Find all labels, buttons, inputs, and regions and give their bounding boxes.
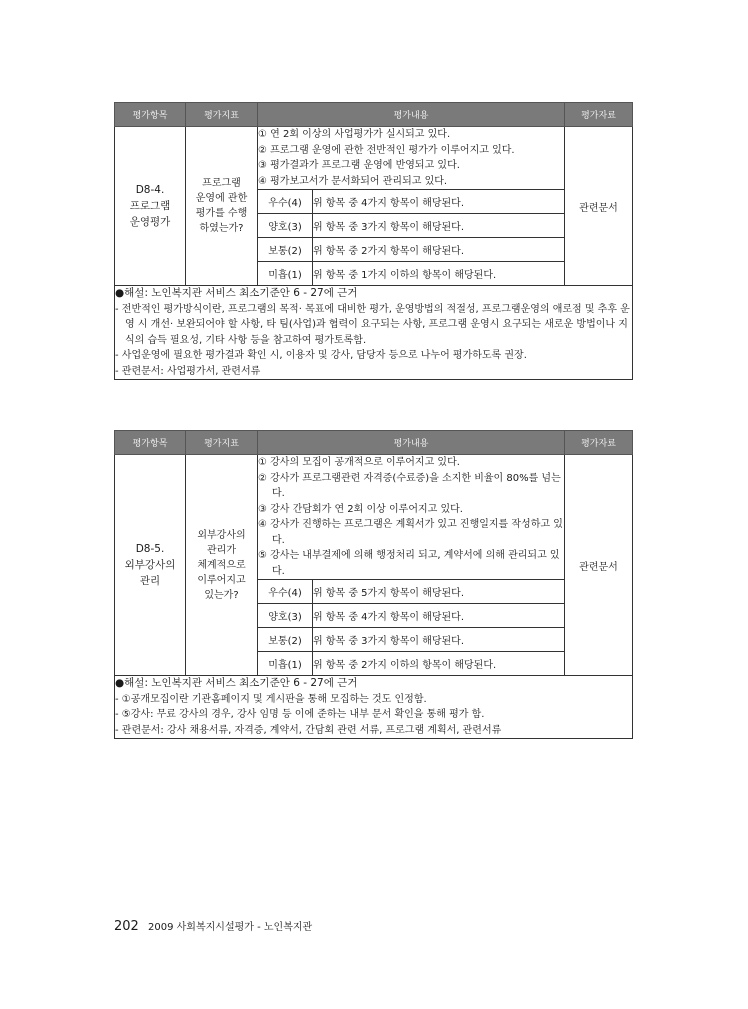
criteria-item: ⑤ 강사는 내부결제에 의해 행정처리 되고, 계약서에 의해 관리되고 있다. (258, 550, 560, 577)
indicator-line: 운영에 관한 (195, 193, 248, 204)
grade-text: 위 항목 중 5가지 항목이 해당된다. (313, 580, 565, 604)
note-line: - 전반적인 평가방식이란, 프로그램의 목적· 목표에 대비한 평가, 운영방법의 적절성, 프로그램운영의 애로점 및 추후 운영 시 개선· 보완되어야 할 사항, 타 팀(사업)과 협력이 요구되는 사항, 프로그램 운영시 요구되는 새로운 방법이나 지식의 습득 필요성, 기타 사항 등을 참고하여 평가토록함. (115, 303, 630, 346)
grade-label: 미흡(1) (258, 262, 313, 286)
category-line: 프로그램 (129, 200, 171, 212)
note-line: - ①공개모집이란 기관홈페이지 및 게시판을 통해 모집하는 것도 인정함. (115, 693, 427, 705)
criteria-item: ③ 평가결과가 프로그램 운영에 반영되고 있다. (258, 160, 460, 171)
notes-title: ●해설: 노인복지관 서비스 최소기준안 6 - 27에 근거 (115, 287, 358, 299)
indicator-line: 외부강사의 (197, 529, 246, 541)
category-line: 관리 (139, 575, 161, 587)
header-content: 평가내용 (258, 103, 565, 127)
note-line: - 사업운영에 필요한 평가결과 확인 시, 이용자 및 강사, 담당자 등으로 나누어 평가하도록 권장. (115, 350, 527, 361)
criteria-item: ④ 평가보고서가 문서화되어 관리되고 있다. (258, 175, 448, 187)
note-line: - 관련문서: 사업평가서, 관련서류 (115, 365, 261, 377)
indicator-line: 평가를 수행 (195, 208, 248, 219)
header-document: 평가자료 (565, 103, 633, 127)
category-code: D8-4. (135, 184, 165, 196)
grade-label: 양호(3) (258, 604, 313, 628)
grade-label: 미흡(1) (258, 652, 313, 676)
grade-text: 위 항목 중 2가지 항목이 해당된다. (313, 238, 565, 262)
table-header-row (115, 103, 633, 127)
explanation-notes (115, 676, 633, 739)
explanation-notes (115, 286, 633, 380)
indicator-line: 하였는가? (199, 223, 244, 234)
category-line: 외부강사의 (124, 559, 176, 571)
grade-label: 보통(2) (258, 238, 313, 262)
grade-text: 위 항목 중 3가지 항목이 해당된다. (313, 214, 565, 238)
criteria-list (258, 127, 565, 190)
grade-text: 위 항목 중 2가지 이하의 항목이 해당된다. (313, 652, 565, 676)
header-document: 평가자료 (565, 431, 633, 455)
page-number: 202 (114, 919, 139, 934)
indicator-line: 이루어지고 (197, 574, 246, 586)
category-cell (115, 127, 186, 286)
evaluation-table-d8-4 (114, 102, 633, 380)
criteria-item: ④ 강사가 진행하는 프로그램은 계획서가 있고 진행일지를 작성하고 있다. (258, 519, 563, 546)
indicator-line: 관리가 (207, 544, 236, 556)
table-header-row (115, 431, 633, 455)
header-indicator: 평가지표 (186, 431, 258, 455)
criteria-item: ② 프로그램 운영에 관한 전반적인 평가가 이루어지고 있다. (258, 144, 515, 156)
grade-text: 위 항목 중 1가지 이하의 항목이 해당된다. (313, 262, 565, 286)
grade-label: 우수(4) (258, 190, 313, 214)
criteria-item: ② 강사가 프로그램관련 자격증(수료증)을 소지한 비율이 80%를 넘는다. (258, 472, 561, 499)
criteria-item: ③ 강사 간담회가 연 2회 이상 이루어지고 있다. (258, 503, 463, 515)
header-category: 평가항목 (115, 431, 186, 455)
header-indicator: 평가지표 (186, 103, 258, 127)
header-category: 평가항목 (115, 103, 186, 127)
indicator-line: 프로그램 (202, 178, 241, 189)
grade-text: 위 항목 중 4가지 항목이 해당된다. (313, 604, 565, 628)
category-line: 운영평가 (129, 216, 171, 228)
criteria-item: ① 강사의 모집이 공개적으로 이루어지고 있다. (258, 457, 460, 468)
indicator-cell (186, 127, 258, 286)
indicator-cell (186, 455, 258, 676)
indicator-line: 체계적으로 (197, 559, 246, 571)
document-cell: 관련문서 (565, 455, 633, 676)
notes-title: ●해설: 노인복지관 서비스 최소기준안 6 - 27에 근거 (115, 677, 358, 689)
grade-label: 양호(3) (258, 214, 313, 238)
grade-text: 위 항목 중 4가지 항목이 해당된다. (313, 190, 565, 214)
grade-label: 우수(4) (258, 580, 313, 604)
note-line: - ⑤강사: 무료 강사의 경우, 강사 임명 등 이에 준하는 내부 문서 확인을 통해 평가 함. (115, 709, 485, 720)
page-footer (114, 918, 312, 934)
header-content: 평가내용 (258, 431, 565, 455)
evaluation-table-d8-5 (114, 430, 633, 739)
grade-text: 위 항목 중 3가지 항목이 해당된다. (313, 628, 565, 652)
category-cell (115, 455, 186, 676)
grade-label: 보통(2) (258, 628, 313, 652)
footer-text: 2009 사회복지시설평가 - 노인복지관 (148, 922, 313, 933)
document-cell: 관련문서 (565, 127, 633, 286)
criteria-item: ① 연 2회 이상의 사업평가가 실시되고 있다. (258, 129, 451, 140)
indicator-line: 있는가? (204, 589, 239, 601)
category-code: D8-5. (135, 543, 165, 555)
criteria-list (258, 455, 565, 580)
note-line: - 관련문서: 강사 채용서류, 자격증, 계약서, 간담회 관련 서류, 프로그램 계획서, 관련서류 (115, 724, 502, 736)
